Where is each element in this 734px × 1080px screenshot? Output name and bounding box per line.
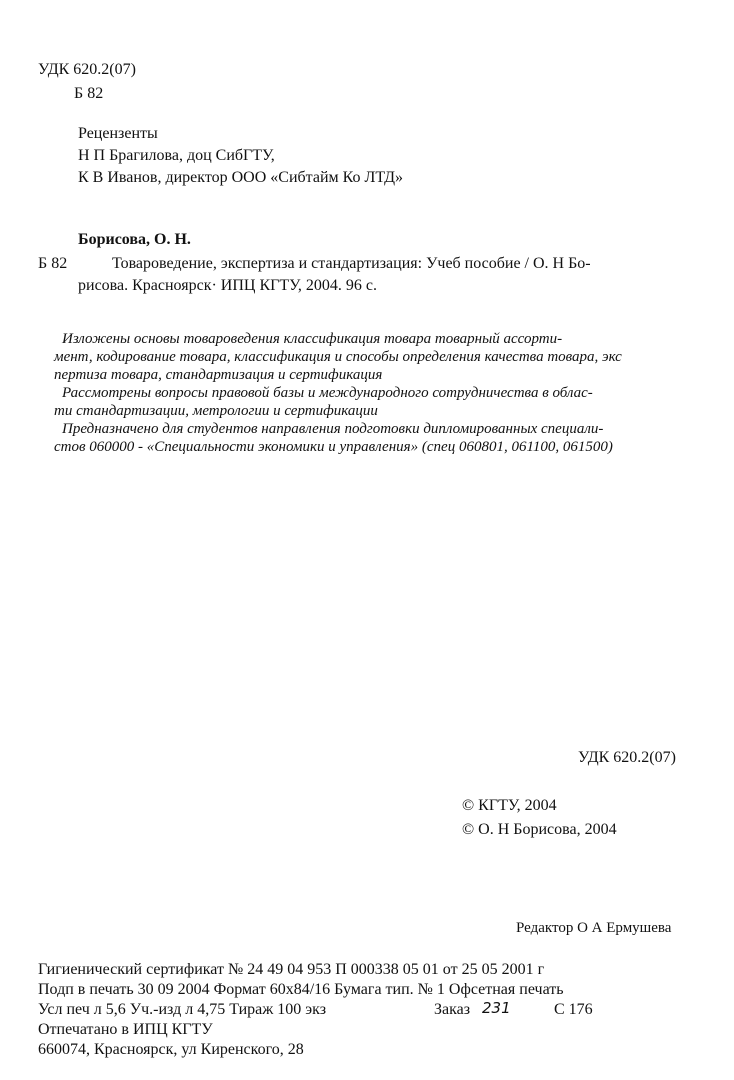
copyright-author: © О. Н Борисова, 2004 xyxy=(462,821,617,838)
abstract-line: пертиза товара, стандартизация и сертификация xyxy=(54,367,383,383)
copyright-kgtu: © КГТУ, 2004 xyxy=(462,797,557,814)
abstract-line: Предназначено для студентов направления подготовки дипломированных специали- xyxy=(62,421,604,437)
reviewers-label: Рецензенты xyxy=(78,125,158,142)
print-signed-line: Подп в печать 30 09 2004 Формат 60x84/16 Бумага тип. № 1 Офсетная печать xyxy=(38,981,564,998)
editor-line: Редактор О А Ермушева xyxy=(516,920,672,936)
abstract xyxy=(54,330,706,456)
abstract-line: Изложены основы товароведения классификация товара товарный ассорти- xyxy=(62,331,563,347)
author-heading: Борисова, О. Н. xyxy=(78,231,191,248)
abstract-line: Рассмотрены вопросы правовой базы и международного сотрудничества в облас- xyxy=(62,385,593,401)
hygiene-certificate: Гигиенический сертификат № 24 49 04 953 П 000338 05 01 от 25 05 2001 г xyxy=(38,961,545,978)
author-mark-top: Б 82 xyxy=(74,85,104,102)
reviewer-2: К В Иванов, директор ООО «Сибтайм Ко ЛТД» xyxy=(78,169,404,186)
bib-line-2: рисова. Красноярск· ИПЦ КГТУ, 2004. 96 с. xyxy=(78,277,377,294)
order-label: Заказ xyxy=(434,1001,471,1018)
printed-at: Отпечатано в ИПЦ КГТУ xyxy=(38,1021,213,1038)
udc-code-top: УДК 620.2(07) xyxy=(38,61,136,78)
abstract-line: стов 060000 - «Специальности экономики и управления» (спец 060801, 061100, 061500) xyxy=(54,439,613,455)
udc-code-bottom: УДК 620.2(07) xyxy=(578,749,676,766)
reviewer-1: Н П Брагилова, доц СибГТУ, xyxy=(78,147,275,164)
abstract-line: мент, кодирование товара, классификация и способы определения качества товара, экс xyxy=(54,349,622,365)
abstract-line: ти стандартизации, метрологии и сертификации xyxy=(54,403,378,419)
print-sheets-line: Усл печ л 5,6 Уч.-изд л 4,75 Тираж 100 экз xyxy=(38,1001,327,1018)
printer-address: 660074, Красноярск, ул Киренского, 28 xyxy=(38,1041,304,1058)
order-number: 231 xyxy=(482,999,511,1017)
bib-line-1: Товароведение, экспертиза и стандартизация: Учеб пособие / О. Н Бо- xyxy=(112,255,591,272)
page-count: С 176 xyxy=(554,1001,593,1018)
bib-mark: Б 82 xyxy=(38,255,68,272)
